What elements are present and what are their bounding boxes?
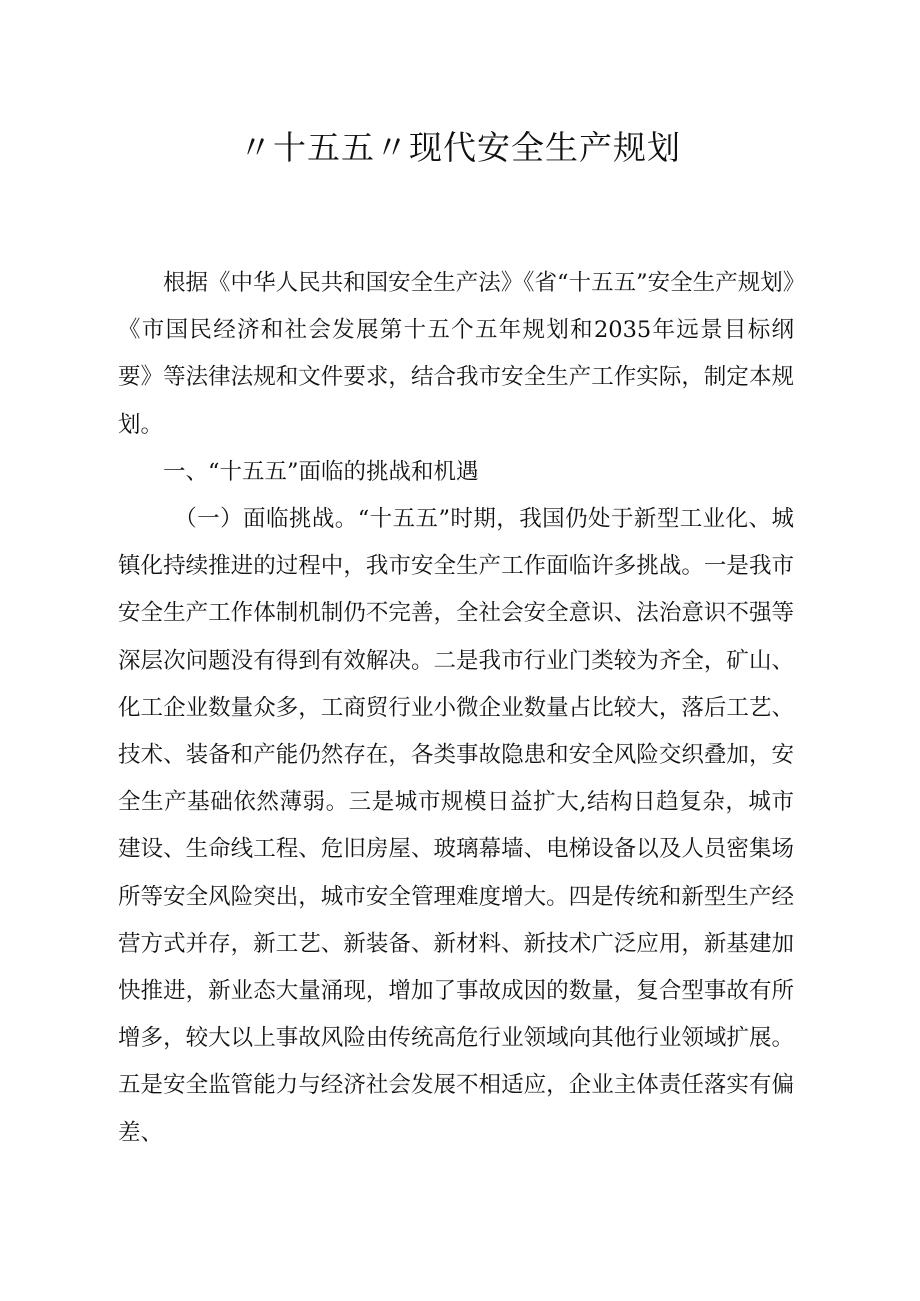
challenge-paragraph: （一）面临挑战。“十五五”时期，我国仍处于新型工业化、城镇化持续推进的过程中，我市安全生产工作面临许多挑战。一是我市安全生产工作体制机制仍不完善，全社会安全意识、法治意识不强等深层次问题没有得到有效解决。二是我市行业门类较为齐全，矿山、化工企业数量众多，工商贸行业小微企业数量占比较大，落后工艺、技术、装备和产能仍然存在，各类事故隐患和安全风险交织叠加，安全生产基础依然薄弱。三是城市规模日益扩大,结构日趋复杂，城市建设、生命线工程、危旧房屋、玻璃幕墙、电梯设备以及人员密集场所等安全风险突出，城市安全管理难度增大。四是传统和新型生产经营方式并存，新工艺、新装备、新材料、新技术广泛应用，新基建加快推进，新业态大量涌现，增加了事故成因的数量，复合型事故有所增多，较大以上事故风险由传统高危行业领域向其他行业领域扩展。五是安全监管能力与经济社会发展不相适应，企业主体责任落实有偏差、	[118, 506, 794, 1146]
intro-paragraph: 根据《中华人民共和国安全生产法》《省“十五五”安全生产规划》《市国民经济和社会发展第十五个五年规划和2035年远景目标纲要》等法律法规和文件要求，结合我市安全生产工作实际，制定本规划。	[118, 270, 794, 438]
document-body	[118, 260, 794, 1157]
section-heading: 一、“十五五”面临的挑战和机遇	[163, 458, 479, 485]
document-title: 〃十五五〃现代安全生产规划	[239, 128, 681, 167]
